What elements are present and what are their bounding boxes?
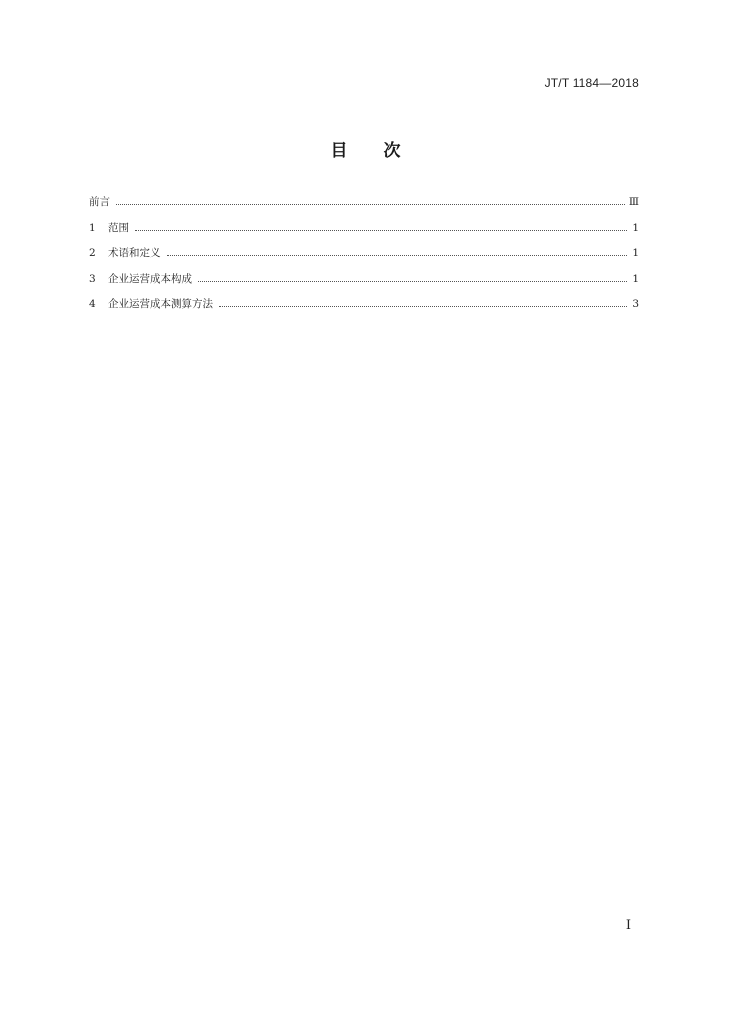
toc-entry-terms[interactable] bbox=[89, 245, 639, 271]
page-number: Ⅰ bbox=[625, 918, 631, 933]
toc-entry-cost-composition[interactable] bbox=[89, 271, 639, 297]
toc-entry-label: 范围 bbox=[108, 221, 129, 234]
toc-leader-dots bbox=[135, 229, 627, 231]
page-title bbox=[0, 136, 731, 161]
toc-entry-page: 1 bbox=[632, 221, 639, 234]
toc-entry-number: 1 bbox=[89, 221, 96, 234]
title-char-1: 目 bbox=[330, 141, 348, 161]
toc-leader-dots bbox=[167, 254, 628, 256]
toc-entry-foreword[interactable] bbox=[89, 194, 639, 220]
toc-entry-number: 2 bbox=[89, 247, 96, 259]
toc-entry-label: 企业运营成本构成 bbox=[108, 272, 192, 285]
toc-entry-page: Ⅲ bbox=[628, 196, 639, 208]
toc-entry-cost-method[interactable] bbox=[89, 296, 639, 322]
toc-entry-number: 3 bbox=[89, 272, 96, 285]
toc-entry-number: 4 bbox=[89, 298, 96, 310]
toc-entry-page: 3 bbox=[632, 298, 639, 310]
toc-leader-dots bbox=[219, 305, 627, 307]
table-of-contents bbox=[89, 194, 639, 322]
toc-entry-page: 1 bbox=[632, 247, 639, 259]
toc-entry-scope[interactable] bbox=[89, 220, 639, 246]
toc-entry-label: 术语和定义 bbox=[108, 247, 161, 259]
standard-code: JT/T 1184—2018 bbox=[544, 76, 639, 90]
toc-entry-label: 企业运营成本测算方法 bbox=[108, 298, 213, 310]
toc-leader-dots bbox=[198, 280, 627, 282]
toc-entry-label: 前言 bbox=[89, 196, 110, 208]
toc-leader-dots bbox=[116, 203, 625, 205]
toc-entry-page: 1 bbox=[632, 272, 639, 285]
title-char-2: 次 bbox=[383, 141, 401, 161]
